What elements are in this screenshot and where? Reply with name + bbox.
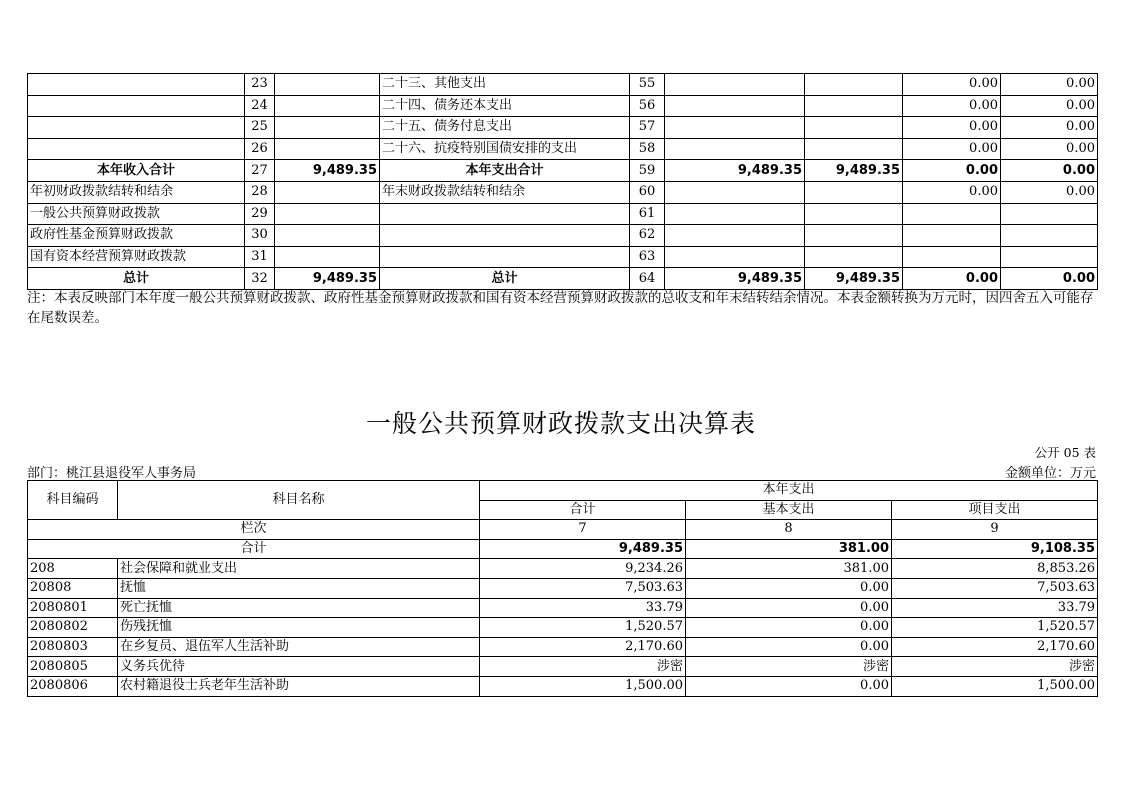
cell-c4: 总计 [380, 268, 630, 290]
cell-name: 社会保障和就业支出 [118, 559, 480, 579]
cell-c8: 0.00 [903, 160, 1001, 182]
cell-c4: 二十五、债务付息支出 [380, 117, 630, 139]
cell-c7 [805, 95, 903, 117]
header-group: 本年支出 [480, 481, 1098, 501]
cell-basic: 0.00 [686, 676, 892, 696]
cell-total: 2,170.60 [480, 637, 686, 657]
cell-c9 [1001, 203, 1098, 225]
table-row [28, 160, 1098, 182]
cell-c6 [665, 246, 805, 268]
cell-c3 [275, 203, 380, 225]
cell-c9: 0.00 [1001, 74, 1098, 96]
table-row [28, 598, 1098, 618]
cell-c6 [665, 225, 805, 247]
cell-c4: 二十六、抗疫特别国债安排的支出 [380, 138, 630, 160]
income-expense-table [27, 73, 1098, 290]
cell-c7: 9,489.35 [805, 160, 903, 182]
sum-row-label: 合计 [28, 539, 480, 559]
cell-c6 [665, 181, 805, 203]
cell-basic: 0.00 [686, 618, 892, 638]
table-row [28, 676, 1098, 696]
cell-c7 [805, 246, 903, 268]
cell-c9: 0.00 [1001, 160, 1098, 182]
cell-c9: 0.00 [1001, 268, 1098, 290]
amount-unit-label: 金额单位：万元 [1004, 466, 1096, 481]
cell-c8: 0.00 [903, 117, 1001, 139]
cell-c3 [275, 138, 380, 160]
table-row [28, 578, 1098, 598]
cell-project: 1,500.00 [892, 676, 1098, 696]
cell-project: 33.79 [892, 598, 1098, 618]
table-row [28, 657, 1098, 677]
cell-c8: 0.00 [903, 138, 1001, 160]
cell-basic: 0.00 [686, 598, 892, 618]
table-row [28, 268, 1098, 290]
cell-total: 7,503.63 [480, 578, 686, 598]
column-index-project: 9 [892, 520, 1098, 540]
expenditure-table [27, 480, 1098, 697]
cell-name: 义务兵优待 [118, 657, 480, 677]
table-row [28, 225, 1098, 247]
cell-c7 [805, 138, 903, 160]
cell-c1: 一般公共预算财政拨款 [28, 203, 245, 225]
cell-c5: 55 [630, 74, 665, 96]
cell-c2: 30 [245, 225, 275, 247]
cell-c5: 63 [630, 246, 665, 268]
cell-c1 [28, 117, 245, 139]
table-row [28, 95, 1098, 117]
cell-c4 [380, 203, 630, 225]
cell-c9: 0.00 [1001, 117, 1098, 139]
cell-c1: 年初财政拨款结转和结余 [28, 181, 245, 203]
cell-c8: 0.00 [903, 74, 1001, 96]
table-row [28, 246, 1098, 268]
cell-c6 [665, 117, 805, 139]
cell-total: 9,234.26 [480, 559, 686, 579]
cell-c5: 61 [630, 203, 665, 225]
cell-c9 [1001, 225, 1098, 247]
cell-name: 农村籍退役士兵老年生活补助 [118, 676, 480, 696]
cell-c8: 0.00 [903, 268, 1001, 290]
cell-c7 [805, 225, 903, 247]
cell-c6: 9,489.35 [665, 268, 805, 290]
cell-c1: 国有资本经营预算财政拨款 [28, 246, 245, 268]
cell-c3: 9,489.35 [275, 160, 380, 182]
table-row [28, 203, 1098, 225]
cell-c6: 9,489.35 [665, 160, 805, 182]
cell-total: 1,500.00 [480, 676, 686, 696]
cell-c2: 23 [245, 74, 275, 96]
cell-basic: 381.00 [686, 559, 892, 579]
sum-row-project: 9,108.35 [892, 539, 1098, 559]
cell-c8: 0.00 [903, 95, 1001, 117]
table-row [28, 117, 1098, 139]
cell-c3: 9,489.35 [275, 268, 380, 290]
cell-code: 2080805 [28, 657, 118, 677]
form-number: 公开 05 表 [1034, 445, 1096, 460]
table-row [28, 181, 1098, 203]
cell-total: 1,520.57 [480, 618, 686, 638]
cell-c1 [28, 74, 245, 96]
cell-c9 [1001, 246, 1098, 268]
cell-c4: 二十四、债务还本支出 [380, 95, 630, 117]
cell-c7 [805, 74, 903, 96]
cell-code: 20808 [28, 578, 118, 598]
sum-row-total: 9,489.35 [480, 539, 686, 559]
cell-c1: 本年收入合计 [28, 160, 245, 182]
department-label: 部门：桃江县退役军人事务局 [27, 466, 197, 481]
cell-c5: 62 [630, 225, 665, 247]
cell-basic: 0.00 [686, 578, 892, 598]
header-project: 项目支出 [892, 500, 1098, 520]
cell-c6 [665, 203, 805, 225]
cell-name: 在乡复员、退伍军人生活补助 [118, 637, 480, 657]
table-note: 注：本表反映部门本年度一般公共预算财政拨款、政府性基金预算财政拨款和国有资本经营预算财政拨款的总收支和年末结转结余情况。本表金额转换为万元时，因四舍五入可能存在尾数误差。 [27, 290, 1094, 326]
cell-project: 1,520.57 [892, 618, 1098, 638]
cell-c2: 29 [245, 203, 275, 225]
cell-c5: 58 [630, 138, 665, 160]
cell-c7 [805, 203, 903, 225]
cell-c8 [903, 246, 1001, 268]
cell-c5: 56 [630, 95, 665, 117]
header-total: 合计 [480, 500, 686, 520]
cell-c9: 0.00 [1001, 95, 1098, 117]
cell-c2: 24 [245, 95, 275, 117]
table-row [28, 618, 1098, 638]
cell-c8: 0.00 [903, 181, 1001, 203]
cell-c3 [275, 225, 380, 247]
cell-c2: 27 [245, 160, 275, 182]
cell-c5: 60 [630, 181, 665, 203]
column-index-basic: 8 [686, 520, 892, 540]
page-title: 一般公共预算财政拨款支出决算表 [365, 409, 756, 438]
table-row [28, 637, 1098, 657]
cell-c1 [28, 138, 245, 160]
cell-c1: 政府性基金预算财政拨款 [28, 225, 245, 247]
cell-c4: 年末财政拨款结转和结余 [380, 181, 630, 203]
cell-code: 2080806 [28, 676, 118, 696]
cell-c7 [805, 181, 903, 203]
cell-c2: 32 [245, 268, 275, 290]
table-row [28, 138, 1098, 160]
cell-project: 2,170.60 [892, 637, 1098, 657]
cell-c1 [28, 95, 245, 117]
cell-c8 [903, 225, 1001, 247]
table-row [28, 74, 1098, 96]
cell-c6 [665, 95, 805, 117]
sum-row-basic: 381.00 [686, 539, 892, 559]
cell-code: 2080801 [28, 598, 118, 618]
cell-c2: 26 [245, 138, 275, 160]
cell-c4 [380, 225, 630, 247]
cell-code: 2080802 [28, 618, 118, 638]
cell-c6 [665, 74, 805, 96]
cell-c5: 57 [630, 117, 665, 139]
cell-c4 [380, 246, 630, 268]
cell-name: 死亡抚恤 [118, 598, 480, 618]
cell-c7: 9,489.35 [805, 268, 903, 290]
cell-name: 伤残抚恤 [118, 618, 480, 638]
cell-c2: 28 [245, 181, 275, 203]
cell-c2: 31 [245, 246, 275, 268]
cell-project: 涉密 [892, 657, 1098, 677]
column-index-label: 栏次 [28, 520, 480, 540]
cell-total: 33.79 [480, 598, 686, 618]
cell-project: 7,503.63 [892, 578, 1098, 598]
cell-c4: 本年支出合计 [380, 160, 630, 182]
cell-basic: 0.00 [686, 637, 892, 657]
cell-c3 [275, 246, 380, 268]
header-basic: 基本支出 [686, 500, 892, 520]
table-row [28, 559, 1098, 579]
cell-c9: 0.00 [1001, 181, 1098, 203]
cell-c2: 25 [245, 117, 275, 139]
cell-c3 [275, 117, 380, 139]
cell-code: 2080803 [28, 637, 118, 657]
cell-c1: 总计 [28, 268, 245, 290]
cell-c5: 59 [630, 160, 665, 182]
header-name: 科目名称 [118, 481, 480, 520]
cell-c3 [275, 181, 380, 203]
cell-c3 [275, 74, 380, 96]
cell-c6 [665, 138, 805, 160]
column-index-total: 7 [480, 520, 686, 540]
cell-total: 涉密 [480, 657, 686, 677]
cell-c3 [275, 95, 380, 117]
cell-c4: 二十三、其他支出 [380, 74, 630, 96]
cell-code: 208 [28, 559, 118, 579]
cell-project: 8,853.26 [892, 559, 1098, 579]
cell-c5: 64 [630, 268, 665, 290]
cell-c7 [805, 117, 903, 139]
cell-name: 抚恤 [118, 578, 480, 598]
cell-c8 [903, 203, 1001, 225]
header-code: 科目编码 [28, 481, 118, 520]
cell-c9: 0.00 [1001, 138, 1098, 160]
cell-basic: 涉密 [686, 657, 892, 677]
